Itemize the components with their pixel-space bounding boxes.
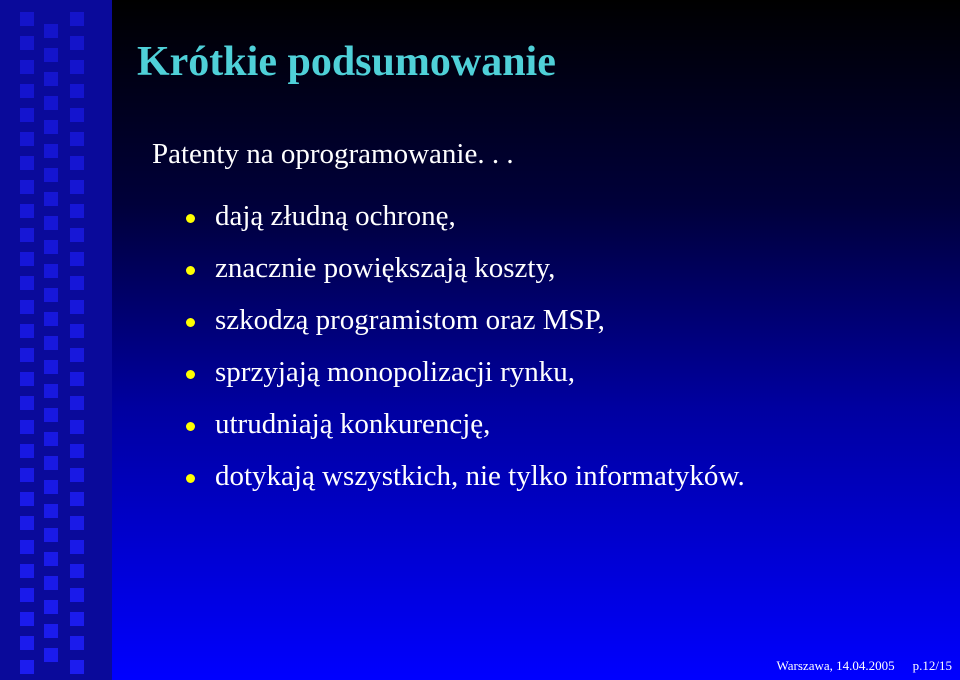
bullet-dot-icon	[186, 266, 195, 275]
decorative-square	[20, 348, 34, 362]
decorative-square	[20, 108, 34, 122]
decorative-square	[70, 12, 84, 26]
decorative-square	[70, 372, 84, 386]
decorative-square	[70, 540, 84, 554]
decorative-square	[70, 180, 84, 194]
decorative-square	[20, 204, 34, 218]
decorative-square	[44, 240, 58, 254]
decorative-square	[70, 204, 84, 218]
decorative-square	[44, 168, 58, 182]
decorative-square	[20, 252, 34, 266]
decorative-square	[44, 456, 58, 470]
bullet-dot-icon	[186, 214, 195, 223]
decorative-square	[20, 36, 34, 50]
decorative-square	[70, 468, 84, 482]
bullet-text: dają złudną ochronę,	[215, 199, 456, 232]
decorative-square	[20, 420, 34, 434]
decorative-square	[20, 156, 34, 170]
decorative-square	[20, 444, 34, 458]
bullet-dot-icon	[186, 370, 195, 379]
decorative-square	[70, 60, 84, 74]
decorative-square	[44, 360, 58, 374]
decorative-square	[20, 60, 34, 74]
decorative-square	[70, 516, 84, 530]
decorative-square	[20, 132, 34, 146]
decorative-square	[20, 540, 34, 554]
list-item	[186, 294, 745, 346]
decorative-square	[44, 504, 58, 518]
footer-place-date: Warszawa, 14.04.2005	[776, 658, 895, 673]
decorative-square	[20, 396, 34, 410]
slide-title: Krótkie podsumowanie	[137, 39, 556, 85]
decorative-square	[44, 432, 58, 446]
decorative-square	[20, 324, 34, 338]
decorative-square	[44, 552, 58, 566]
decorative-square	[20, 12, 34, 26]
decorative-square	[44, 408, 58, 422]
decorative-square	[70, 156, 84, 170]
decorative-square	[44, 48, 58, 62]
decorative-square	[70, 228, 84, 242]
decorative-square	[20, 300, 34, 314]
decorative-square	[20, 636, 34, 650]
decorative-square	[70, 36, 84, 50]
bullet-text: dotykają wszystkich, nie tylko informatyków.	[215, 459, 745, 492]
decorative-square	[44, 312, 58, 326]
decorative-square	[70, 108, 84, 122]
decorative-square	[20, 228, 34, 242]
bullet-text: znacznie powiększają koszty,	[215, 251, 556, 284]
decorative-square	[70, 492, 84, 506]
decorative-square	[20, 468, 34, 482]
bullet-dot-icon	[186, 318, 195, 327]
decorative-square	[70, 636, 84, 650]
bullet-list	[186, 190, 745, 502]
decorative-square	[70, 588, 84, 602]
decorative-square	[70, 612, 84, 626]
decorative-square	[44, 24, 58, 38]
list-item	[186, 346, 745, 398]
decorative-square	[70, 132, 84, 146]
decorative-square	[70, 348, 84, 362]
decorative-square	[20, 588, 34, 602]
decorative-square	[44, 576, 58, 590]
decorative-square	[70, 252, 84, 266]
decorative-square	[44, 144, 58, 158]
intro-text: Patenty na oprogramowanie. . .	[152, 138, 514, 170]
decorative-square	[44, 192, 58, 206]
decorative-square	[70, 300, 84, 314]
footer-page-number: p.12/15	[912, 658, 952, 673]
bullet-text: utrudniają konkurencję,	[215, 407, 491, 440]
decorative-square	[44, 384, 58, 398]
bullet-text: szkodzą programistom oraz MSP,	[215, 303, 605, 336]
slide-footer	[777, 658, 952, 674]
decorative-squares	[0, 0, 112, 680]
decorative-square	[70, 84, 84, 98]
decorative-square	[44, 72, 58, 86]
decorative-square	[70, 564, 84, 578]
decorative-square	[70, 444, 84, 458]
bullet-text: sprzyjają monopolizacji rynku,	[215, 355, 575, 388]
list-item	[186, 398, 745, 450]
decorative-square	[44, 216, 58, 230]
decorative-square	[44, 96, 58, 110]
list-item	[186, 242, 745, 294]
decorative-square	[44, 624, 58, 638]
list-item	[186, 190, 745, 242]
decorative-square	[20, 372, 34, 386]
decorative-square	[44, 600, 58, 614]
decorative-square	[44, 120, 58, 134]
decorative-square	[70, 396, 84, 410]
decorative-square	[20, 492, 34, 506]
decorative-square	[70, 420, 84, 434]
decorative-square	[44, 528, 58, 542]
decorative-square	[44, 336, 58, 350]
decorative-square	[70, 660, 84, 674]
decorative-square	[44, 480, 58, 494]
decorative-square	[44, 288, 58, 302]
decorative-square	[20, 660, 34, 674]
decorative-square	[20, 276, 34, 290]
bullet-dot-icon	[186, 474, 195, 483]
decorative-square	[70, 324, 84, 338]
bullet-dot-icon	[186, 422, 195, 431]
decorative-square	[70, 276, 84, 290]
decorative-square	[44, 648, 58, 662]
decorative-square	[20, 612, 34, 626]
decorative-square	[20, 180, 34, 194]
list-item	[186, 450, 745, 502]
decorative-square	[44, 264, 58, 278]
decorative-square	[20, 84, 34, 98]
decorative-square	[20, 516, 34, 530]
decorative-square	[20, 564, 34, 578]
